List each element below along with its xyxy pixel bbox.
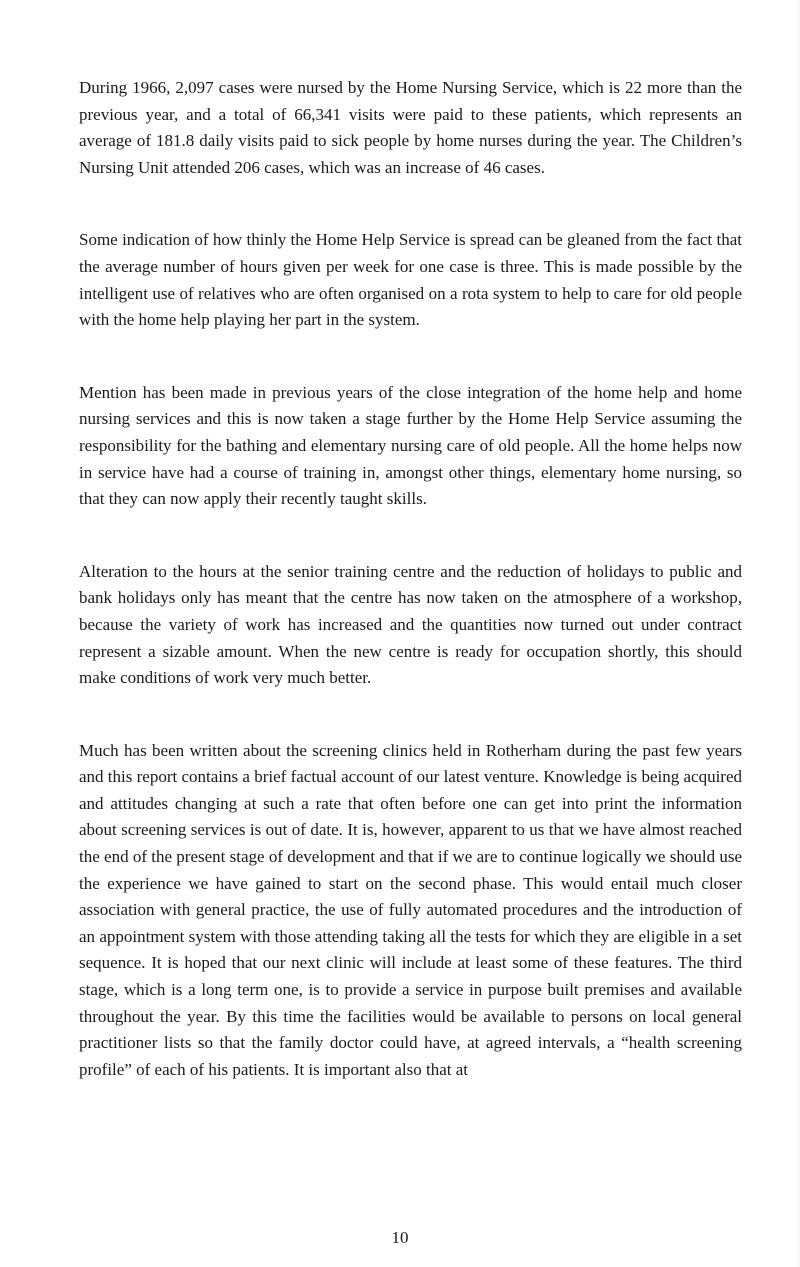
paragraph-home-help: Some indication of how thinly the Home Help Service is spread can be gleaned from the fact that the average number of hours given per week for one case is three. This is made possible by the intelligent use of relatives who are often organised on a rota system to help to care for old people with the home help playing her part in the system.: [79, 230, 742, 330]
document-page: [79, 75, 742, 1083]
page-number: 10: [391, 1228, 409, 1247]
paragraph-home-nursing: During 1966, 2,097 cases were nursed by the Home Nursing Service, which is 22 more than the previous year, and a total of 66,341 visits were paid to these patients, which represents an average of 181.8 daily visits paid to sick people by home nurses during the year. The Children’s Nursing Unit attended 206 cases, which was an increase of 46 cases.: [79, 78, 742, 177]
paragraph-integration: Mention has been made in previous years of the close integration of the home help and home nursing services and this is now taken a stage further by the Home Help Service assuming the responsibility for the bathing and elementary nursing care of old people. All the home helps now in service have had a course of training in, amongst other things, elementary home nursing, so that they can now apply their recently taught skills.: [79, 382, 742, 509]
paragraph-screening-clinics: Much has been written about the screening clinics held in Rotherham during the past few years and this report contains a brief factual account of our latest venture. Knowledge is being acquired and attitudes changing at such a rate that often before one can get into print the information about screening services is out of date. It is, however, apparent to us that we have almost reached the end of the present stage of development and that if we are to continue logically we should use the experience we have gained to start on the second phase. This would entail much closer association with general practice, the use of fully automated procedures and the introduction of an appointment system with those attending taking all the tests for which they are eligible in a set sequence. It is hoped that our next clinic will include at least some of these features. The third stage, which is a long term one, is to provide a service in purpose built premises and available throughout the year. By this time the facilities would be available to persons on local general practitioner lists so that the family doctor could have, at agreed intervals, a “health screening profile” of each of his patients. It is important also that at: [79, 740, 742, 1079]
paragraph-training-centre: Alteration to the hours at the senior training centre and the reduction of holidays to public and bank holidays only has meant that the centre has now taken on the atmosphere of a workshop, because the variety of work has increased and the quantities now turned out under contract represent a sizable amount. When the new centre is ready for occupation shortly, this should make conditions of work very much better.: [79, 561, 742, 688]
page-edge-shadow: [794, 0, 800, 1267]
